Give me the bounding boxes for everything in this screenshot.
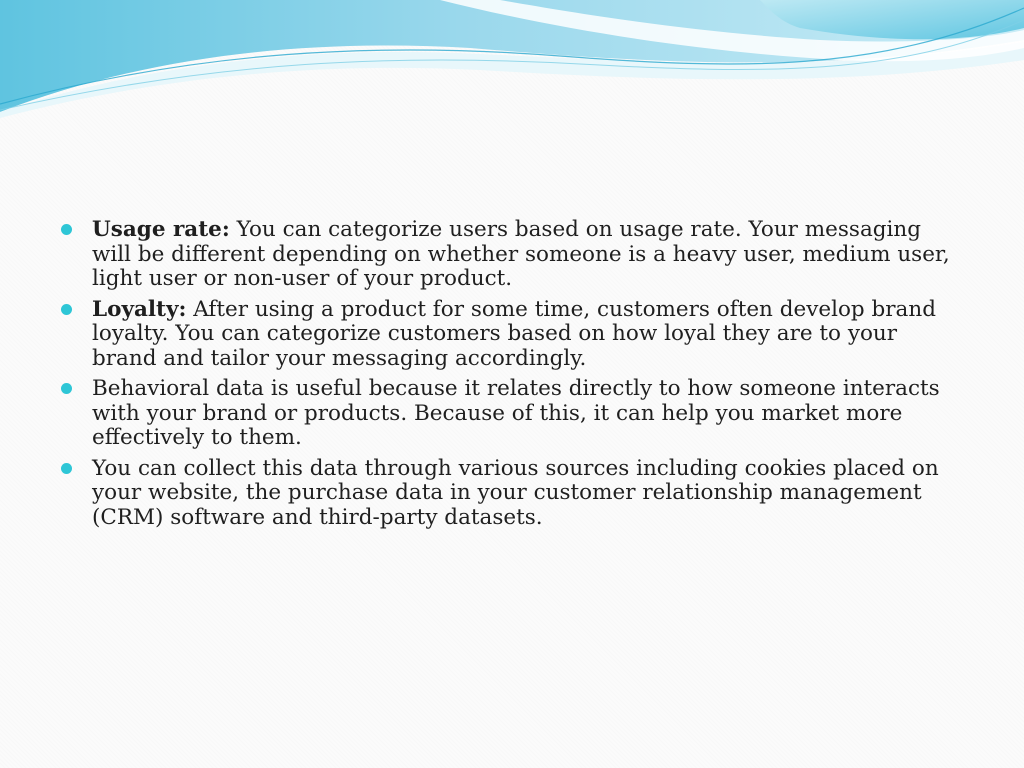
- bullet-text: You can collect this data through various sources including cookies placed on your website, the purchase data in your customer relationship management (CRM) software and third-party datasets.: [92, 455, 939, 530]
- content-area: [60, 218, 965, 536]
- header-wave-decoration: [0, 0, 1024, 125]
- bullet-list: [60, 218, 965, 530]
- bullet-dot-icon: [61, 463, 72, 474]
- bullet-dot-icon: [61, 304, 72, 315]
- bullet-dot-icon: [61, 383, 72, 394]
- bullet-item: [60, 298, 965, 372]
- bullet-text: You can categorize users based on usage rate. Your messaging will be different depending on whether someone is a heavy user, medium user, light user or non-user of your product.: [92, 217, 950, 291]
- bullet-dot-icon: [61, 224, 72, 235]
- bullet-term: Usage rate:: [92, 217, 230, 242]
- bullet-term: Loyalty:: [92, 296, 187, 322]
- bullet-item: [60, 377, 965, 451]
- bullet-item: [60, 457, 965, 531]
- bullet-item: [60, 218, 965, 292]
- bullet-text: Behavioral data is useful because it relates directly to how someone interacts with your brand or products. Because of this, it can help you market more effectively to them.: [92, 376, 940, 450]
- bullet-text: After using a product for some time, customers often develop brand loyalty. You can categorize customers based on how loyal they are to your brand and tailor your messaging accordingly.: [92, 296, 936, 371]
